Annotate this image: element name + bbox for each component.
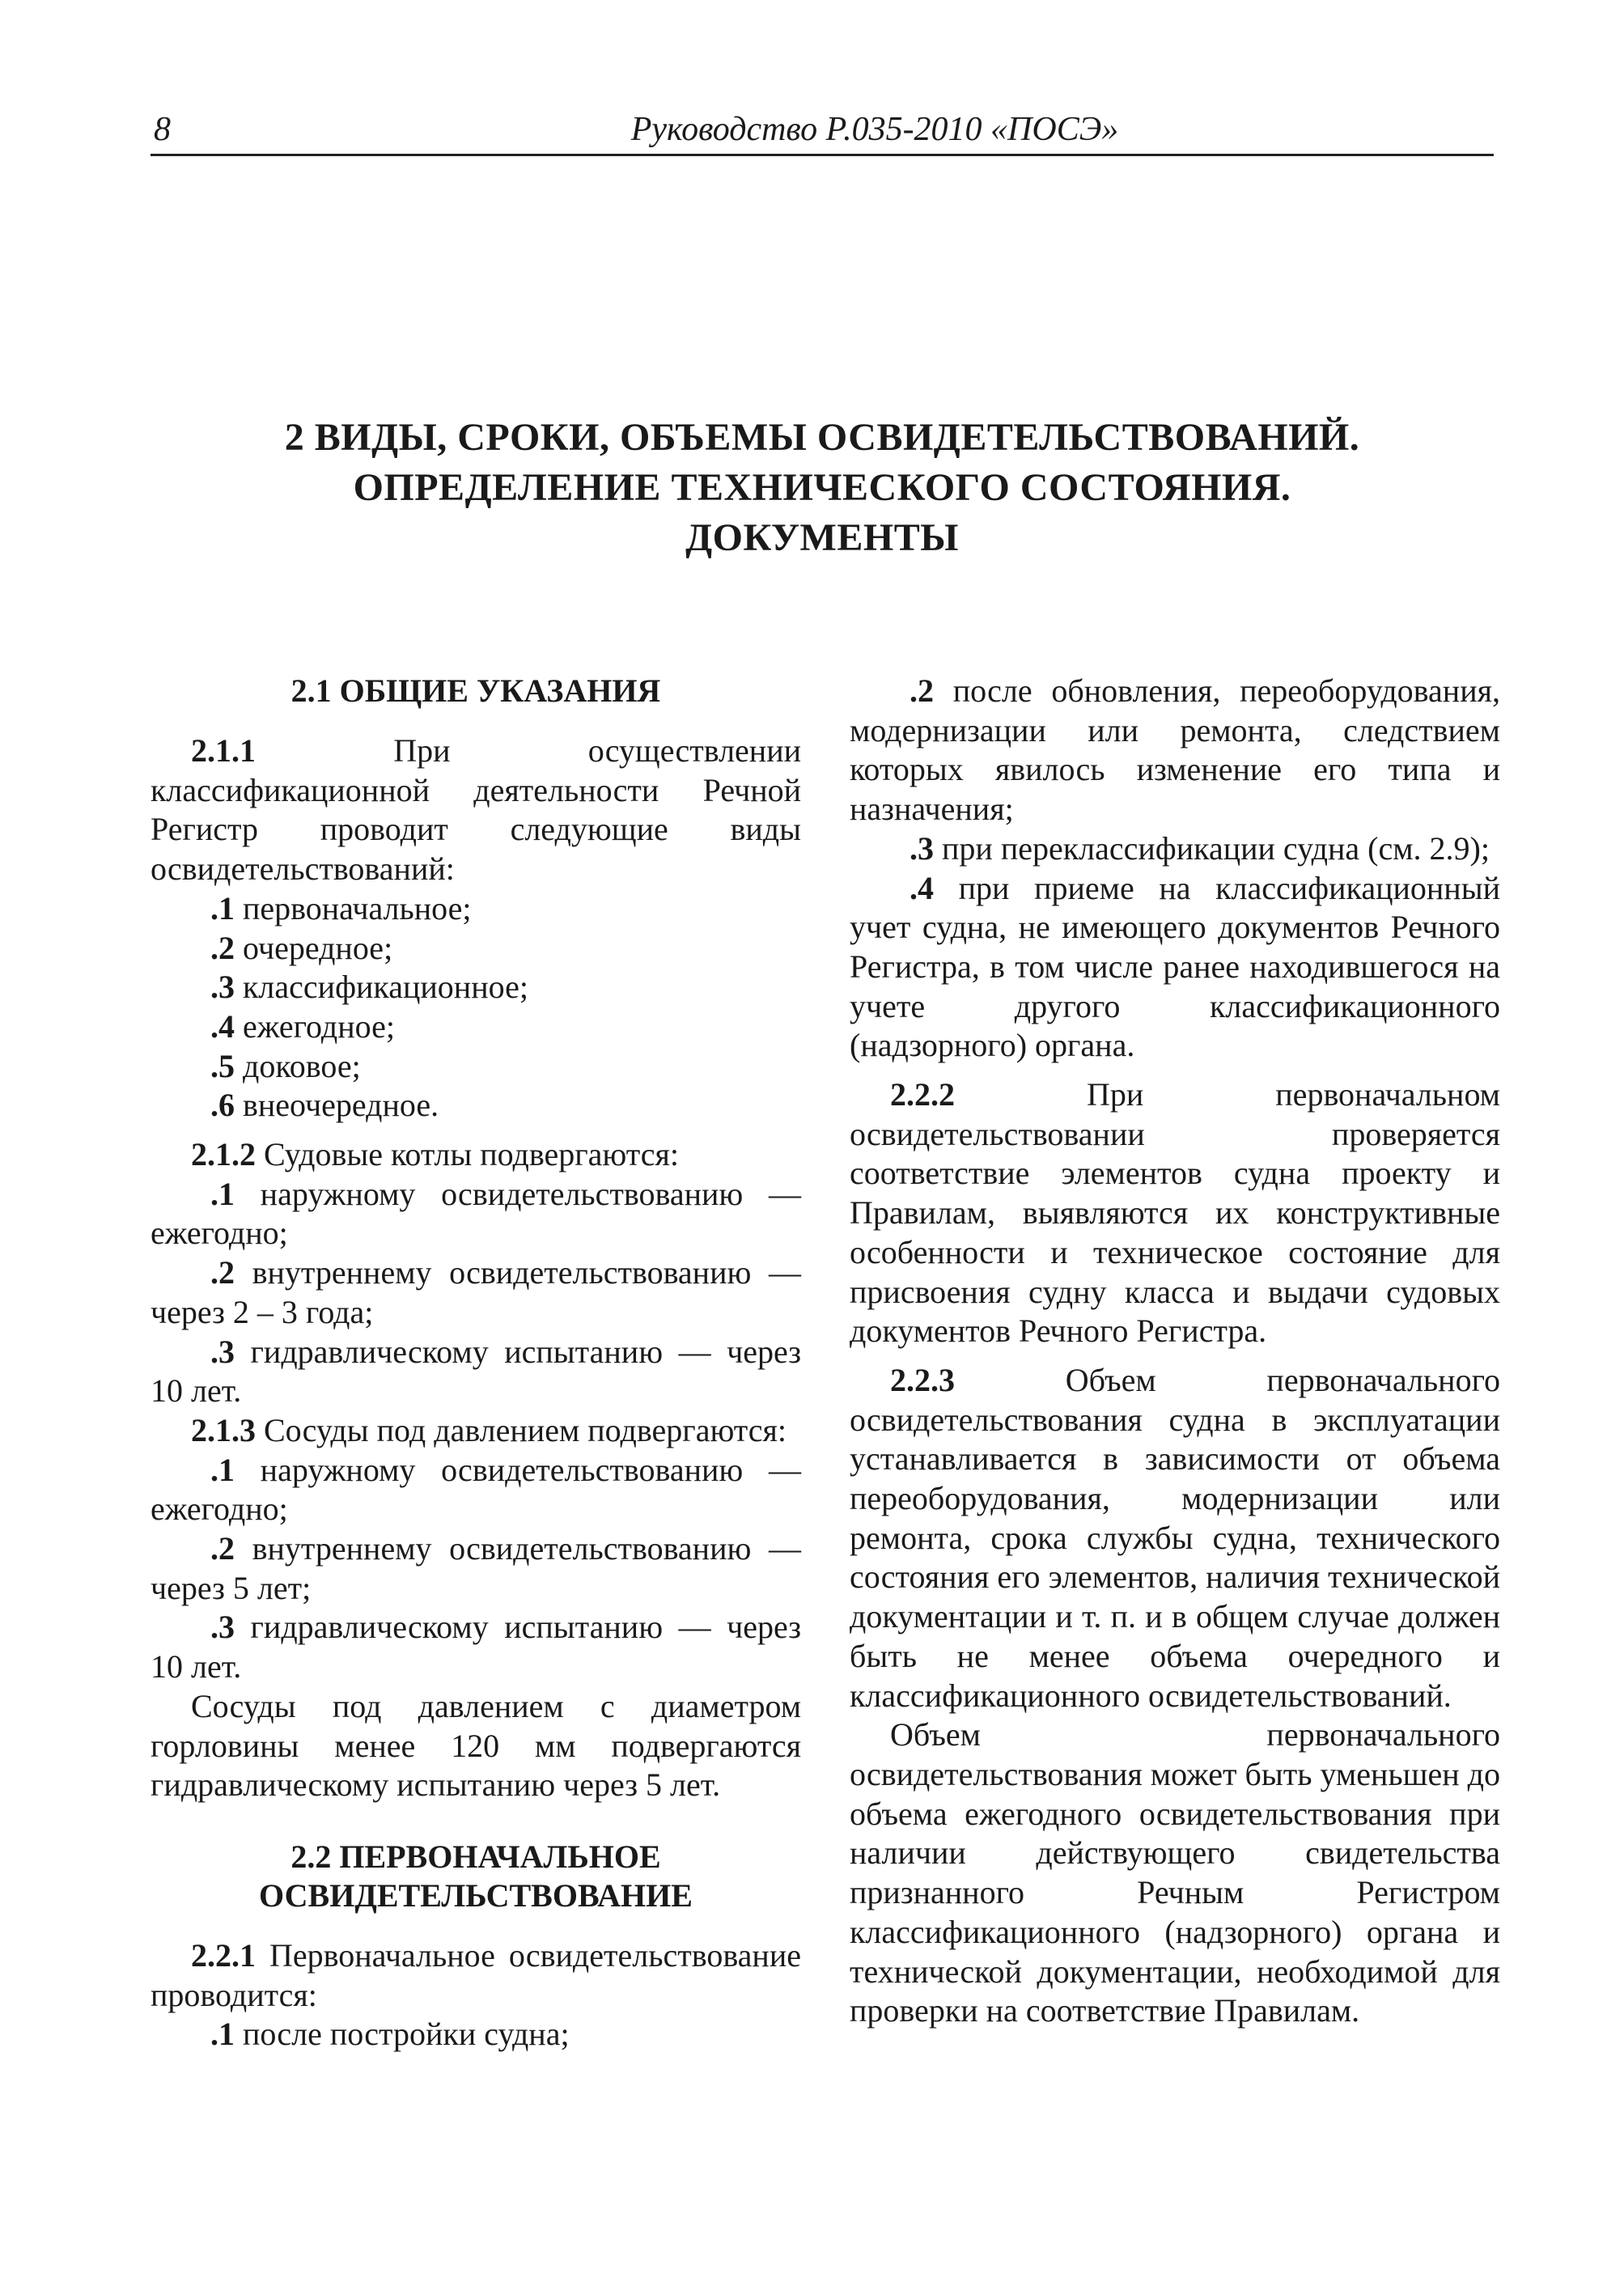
list-item: .6 внеочередное. — [210, 1087, 439, 1124]
list-item: .3 классификационное; — [210, 969, 528, 1006]
list-item: .5 доковое; — [210, 1047, 361, 1084]
clause-number: 2.2.3 — [890, 1361, 955, 1398]
list-item: .4 при приеме на классификационный учет судна, не имеющего документов Речного Регистра, в том числе ранее находившегося на учете другого классификационного (надзорного) органа. — [850, 869, 1500, 1064]
chapter-title — [151, 413, 1494, 563]
clause-number: 2.2.1 — [191, 1936, 256, 1974]
header-title: Руководство Р.035-2010 «ПОСЭ» — [630, 111, 1119, 148]
list-item: .2 внутреннему освидетельствованию — через 2 – 3 года; — [151, 1254, 801, 1330]
paragraph-2-1-3: 2.1.3 Сосуды под давлением подвергаются: — [191, 1411, 787, 1448]
list-item: .1 наружному освидетельствованию — ежегодно; — [151, 1175, 801, 1252]
list-item: .3 гидравлическому испытанию — через 10 лет. — [151, 1333, 801, 1410]
list-item: .4 ежегодное; — [210, 1007, 395, 1045]
list-item: .1 первоначальное; — [210, 889, 472, 927]
paragraph-2-2-2: 2.2.2 При первоначальном освидетельствовании проверяется соответствие элементов судна проекту и Правилам, выявляются их конструктивные особенности и техническое состояние для присвоения судну класса и выдачи судовых документов Речного Регистра. — [850, 1076, 1500, 1350]
list-item: .1 наружному освидетельствованию — ежегодно; — [151, 1451, 801, 1528]
paragraph-2-2-3: 2.2.3 Объем первоначального освидетельствования судна в эксплуатации устанавливается в зависимости от объема переоборудования, модернизации или ремонта, срока службы судна, технического состояния его элементов, наличия технической документации и т. п. и в общем случае должен быть не менее объема очередного и классификационного освидетельствований. — [850, 1361, 1500, 1714]
clause-number: 2.2.2 — [890, 1076, 955, 1113]
section-2-1-title: 2.1 ОБЩИЕ УКАЗАНИЯ — [290, 672, 661, 709]
paragraph-2-1-1: 2.1.1 При осуществлении классификационной деятельности Речной Регистр проводит следующие виды освидетельствований: — [151, 732, 801, 888]
clause-number: 2.1.3 — [191, 1411, 256, 1448]
running-header — [151, 104, 1494, 156]
list-item: .3 гидравлическому испытанию — через 10 лет. — [151, 1609, 801, 1686]
paragraph-2-2-3-note: Объем первоначального освидетельствования может быть уменьшен до объема ежегодного освидетельствования при наличии действующего свидетельства признанного Речным Регистром классификационного (надзорного) органа и технической документации, необходимой для проверки на соответствие Правилам. — [850, 1716, 1500, 2029]
list-item: .3 при переклассификации судна (см. 2.9); — [910, 829, 1490, 867]
paragraph-2-1-2: 2.1.2 Судовые котлы подвергаются: — [191, 1136, 679, 1173]
left-column — [151, 672, 801, 2054]
list-item: .2 внутреннему освидетельствованию — через 5 лет; — [151, 1530, 801, 1606]
section-2-2-title: 2.2 ПЕРВОНАЧАЛЬНОЕ ОСВИДЕТЕЛЬСТВОВАНИЕ — [259, 1838, 693, 1914]
chapter-title-line2: ОПРЕДЕЛЕНИЕ ТЕХНИЧЕСКОГО СОСТОЯНИЯ. — [353, 466, 1291, 509]
right-column — [850, 672, 1500, 2031]
paragraph-2-1-3-note: Сосуды под давлением с диаметром горловины менее 120 мм подвергаются гидравлическому испытанию через 5 лет. — [151, 1687, 801, 1804]
clause-number: 2.1.2 — [191, 1136, 256, 1173]
list-item: .2 очередное; — [210, 929, 393, 966]
page-number: 8 — [154, 111, 171, 148]
chapter-title-line3: ДОКУМЕНТЫ — [685, 516, 959, 559]
chapter-title-line1: 2 ВИДЫ, СРОКИ, ОБЪЕМЫ ОСВИДЕТЕЛЬСТВОВАНИЙ. — [284, 416, 1360, 459]
list-item: .2 после обновления, переоборудования, модернизации или ремонта, следствием которых явилось изменение его типа и назначения; — [850, 672, 1500, 828]
clause-number: 2.1.1 — [191, 732, 256, 769]
paragraph-2-2-1: 2.2.1 Первоначальное освидетельствование проводится: — [151, 1936, 801, 2013]
list-item: .1 после постройки судна; — [210, 2016, 570, 2053]
